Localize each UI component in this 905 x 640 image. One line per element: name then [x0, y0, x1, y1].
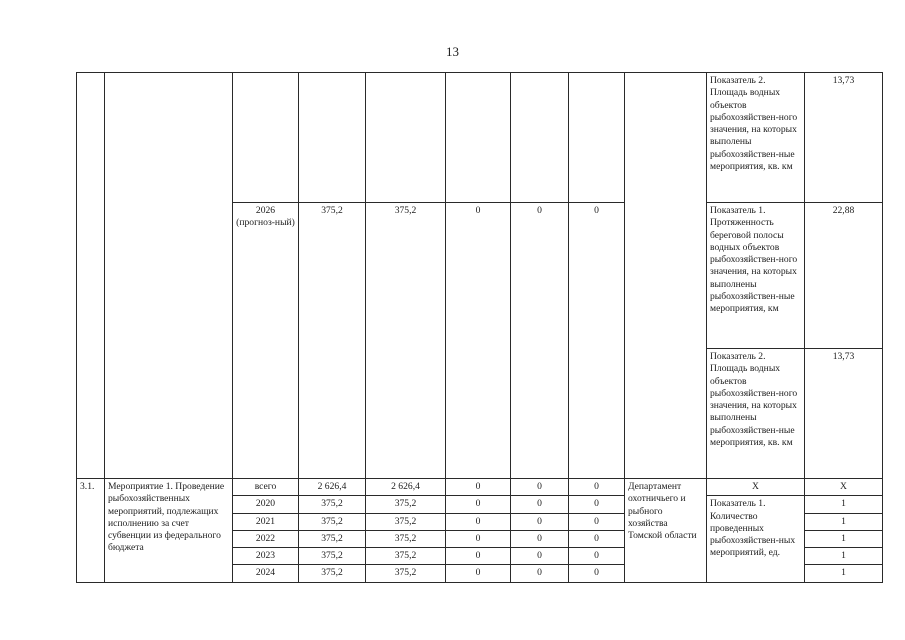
value-cell: 0 [569, 513, 625, 530]
year-cell-empty [233, 73, 299, 203]
value-cell: 375,2 [299, 513, 366, 530]
indicator-value: 22,88 [805, 203, 883, 349]
title-cell-empty [105, 73, 233, 479]
value-cell: 375,2 [299, 496, 366, 513]
executor-cell-empty [625, 73, 707, 479]
year-cell: 2026 (прогноз-ный) [233, 203, 299, 479]
indicator-value: 1 [805, 530, 883, 547]
indicator-cell: Показатель 1. Протяженность береговой полосы водных объектов рыбохозяйствен-ного значения, на которых выполнены рыбохозяйствен-ные мероприятия, км [707, 203, 805, 349]
value-cell: 375,2 [366, 565, 446, 582]
year-cell: 2022 [233, 530, 299, 547]
value-cell: 0 [569, 530, 625, 547]
year-cell: 2021 [233, 513, 299, 530]
value-cell: 0 [569, 565, 625, 582]
value-cell: 0 [511, 203, 569, 479]
value-cell: 0 [446, 479, 511, 496]
indicator-value: 1 [805, 496, 883, 513]
year-cell: всего [233, 479, 299, 496]
value-cell: 2 626,4 [366, 479, 446, 496]
value-cell: 0 [446, 565, 511, 582]
value-cell: 0 [446, 530, 511, 547]
year-cell: 2024 [233, 565, 299, 582]
indicator-value: 1 [805, 565, 883, 582]
year-cell: 2023 [233, 548, 299, 565]
number-cell-empty [77, 73, 105, 479]
value-cell: 375,2 [366, 203, 446, 479]
value-cell: 0 [446, 513, 511, 530]
indicator-value: 1 [805, 548, 883, 565]
indicator-cell: Показатель 2. Площадь водных объектов рыбохозяйствен-ного значения, на которых выполены рыбохозяйствен-ные мероприятия, кв. км [707, 73, 805, 203]
value-cell-empty [446, 73, 511, 203]
value-cell: 375,2 [366, 548, 446, 565]
indicator-cell: Показатель 2. Площадь водных объектов рыбохозяйствен-ного значения, на которых выполнены рыбохозяйствен-ные мероприятия, кв. км [707, 349, 805, 479]
indicator-cell: Показатель 1. Количество проведенных рыбохозяйствен-ных мероприятий, ед. [707, 496, 805, 582]
year-cell: 2020 [233, 496, 299, 513]
value-cell: 375,2 [299, 203, 366, 479]
value-cell: 0 [446, 496, 511, 513]
executor-cell: Департамент охотничьего и рыбного хозяйства Томской области [625, 479, 707, 583]
program-table [76, 72, 883, 583]
value-cell: 375,2 [299, 530, 366, 547]
value-cell: 0 [569, 548, 625, 565]
value-cell: 0 [511, 496, 569, 513]
value-cell-empty [299, 73, 366, 203]
value-cell: 375,2 [299, 565, 366, 582]
value-cell: 2 626,4 [299, 479, 366, 496]
indicator-value: 1 [805, 513, 883, 530]
value-cell: 0 [511, 530, 569, 547]
value-cell: 0 [569, 203, 625, 479]
value-cell: 0 [446, 203, 511, 479]
value-cell: 0 [511, 513, 569, 530]
value-cell: 375,2 [366, 513, 446, 530]
value-cell: 0 [446, 548, 511, 565]
indicator-value: 13,73 [805, 349, 883, 479]
indicator-cell: X [707, 479, 805, 496]
event-number: 3.1. [77, 479, 105, 583]
value-cell-empty [569, 73, 625, 203]
value-cell: 0 [511, 479, 569, 496]
value-cell-empty [366, 73, 446, 203]
table-row [77, 73, 883, 203]
value-cell: 375,2 [366, 530, 446, 547]
value-cell: 0 [569, 479, 625, 496]
indicator-value: 13,73 [805, 73, 883, 203]
indicator-value: X [805, 479, 883, 496]
value-cell: 375,2 [299, 548, 366, 565]
value-cell: 0 [511, 548, 569, 565]
value-cell: 375,2 [366, 496, 446, 513]
value-cell-empty [511, 73, 569, 203]
page-number: 13 [446, 44, 459, 59]
event-title: Мероприятие 1. Проведение рыбохозяйственных мероприятий, подлежащих исполнению за счет субвенции из федерального бюджета [105, 479, 233, 583]
table-row [77, 479, 883, 496]
value-cell: 0 [569, 496, 625, 513]
value-cell: 0 [511, 565, 569, 582]
